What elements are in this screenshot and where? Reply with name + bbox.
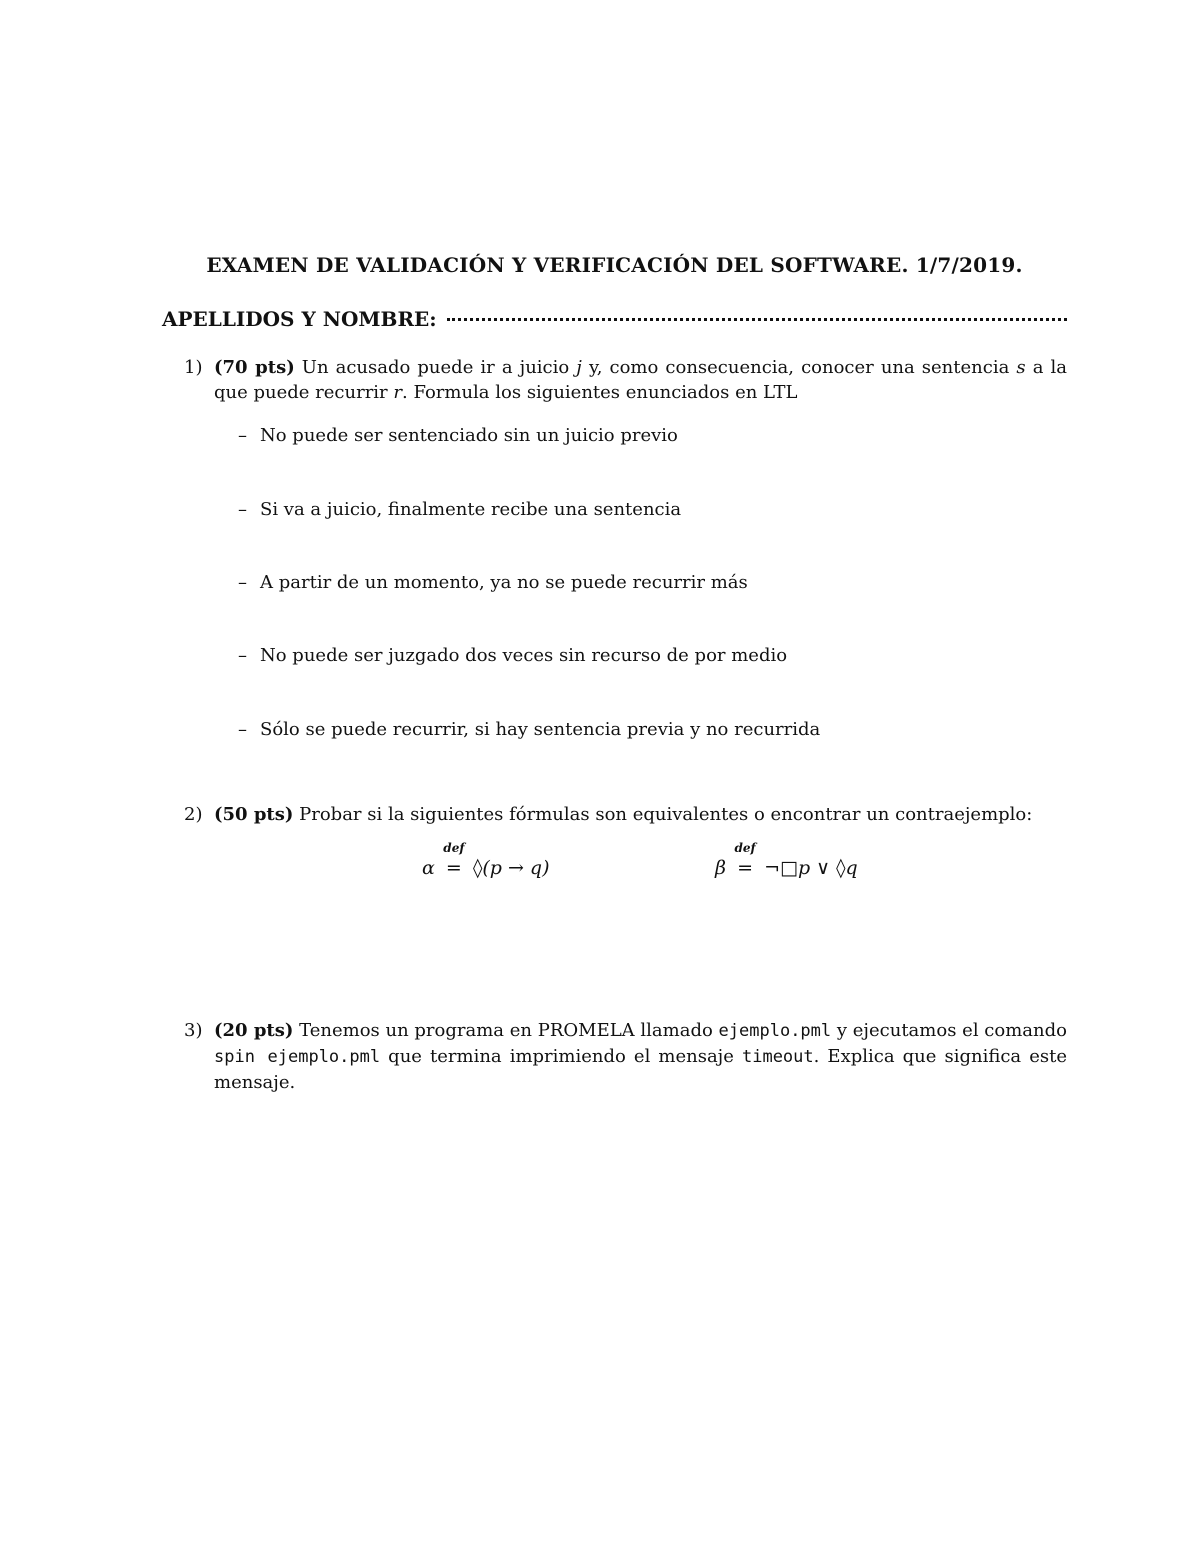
q1-var-r: r [393,382,402,403]
q1-text-a: Un acusado puede ir a juicio [294,357,577,378]
formula-beta [715,841,858,879]
item-text: No puede ser juzgado dos veces sin recurso de por medio [260,645,788,666]
equals-sign: = [737,857,753,879]
question-2 [162,802,1067,827]
beta-definition: ¬□p ∨ ◊q [764,857,858,879]
question-3-number: 3) [184,1020,203,1041]
beta-symbol: β [715,857,726,879]
list-item [238,645,787,666]
question-3 [162,1018,1067,1095]
equals-sign: = [445,857,462,879]
item-text: A partir de un momento, ya no se puede recurrir más [260,572,748,593]
item-text: Sólo se puede recurrir, si hay sentencia previa y no recurrida [260,719,821,740]
q1-text-b: y, como consecuencia, conocer una sentencia [581,357,1017,378]
item-dash: – [238,499,247,520]
def-equals [441,841,467,879]
item-dash: – [238,719,247,740]
q3-text-c: que termina imprimiendo el mensaje [380,1046,742,1067]
def-equals [732,841,758,879]
question-1 [162,355,1067,405]
q2-text: Probar si la siguientes fórmulas son equivalentes o encontrar un contraejemplo: [293,804,1033,825]
formula-alpha [422,841,550,879]
q1-text-c: a la que puede recurrir [214,357,1067,403]
exam-title: EXAMEN DE VALIDACIÓN Y VERIFICACIÓN DEL SOFTWARE. 1/7/2019. [206,253,1023,277]
item-dash: – [238,572,247,593]
def-label: def [443,841,465,855]
q1-var-s: s [1016,357,1026,378]
q3-code-message: timeout [741,1047,814,1067]
name-dotted-line [447,302,1067,326]
name-field-line [162,302,1067,331]
question-2-number: 2) [184,804,203,825]
item-dash: – [238,425,247,446]
question-3-points: (20 pts) [214,1020,294,1041]
q3-text-d: . Explica que significa este mensaje. [214,1046,1067,1093]
q1-var-j: j [576,357,582,378]
q3-code-file: ejemplo.pml [718,1021,832,1041]
question-2-text [214,802,1067,827]
alpha-symbol: α [422,857,435,879]
list-item [238,572,748,593]
q3-text-a: Tenemos un programa en PROMELA llamado [293,1020,719,1041]
list-item [238,425,678,446]
item-text: Si va a juicio, finalmente recibe una sentencia [260,499,682,520]
alpha-definition: ◊(p → q) [472,857,550,879]
item-text: No puede ser sentenciado sin un juicio previo [260,425,678,446]
q3-text-b: y ejecutamos el comando [831,1020,1067,1041]
question-1-number: 1) [184,357,203,378]
list-item [238,719,820,740]
q3-code-command: spin ejemplo.pml [214,1047,381,1067]
def-label: def [734,841,756,855]
question-2-points: (50 pts) [214,804,294,825]
name-label: APELLIDOS Y NOMBRE: [162,307,437,331]
list-item [238,499,681,520]
item-dash: – [238,645,247,666]
question-1-text [214,355,1067,405]
question-1-points: (70 pts) [214,357,295,378]
q1-text-d: . Formula los siguientes enunciados en LTL [402,382,798,403]
question-3-text [214,1018,1067,1095]
